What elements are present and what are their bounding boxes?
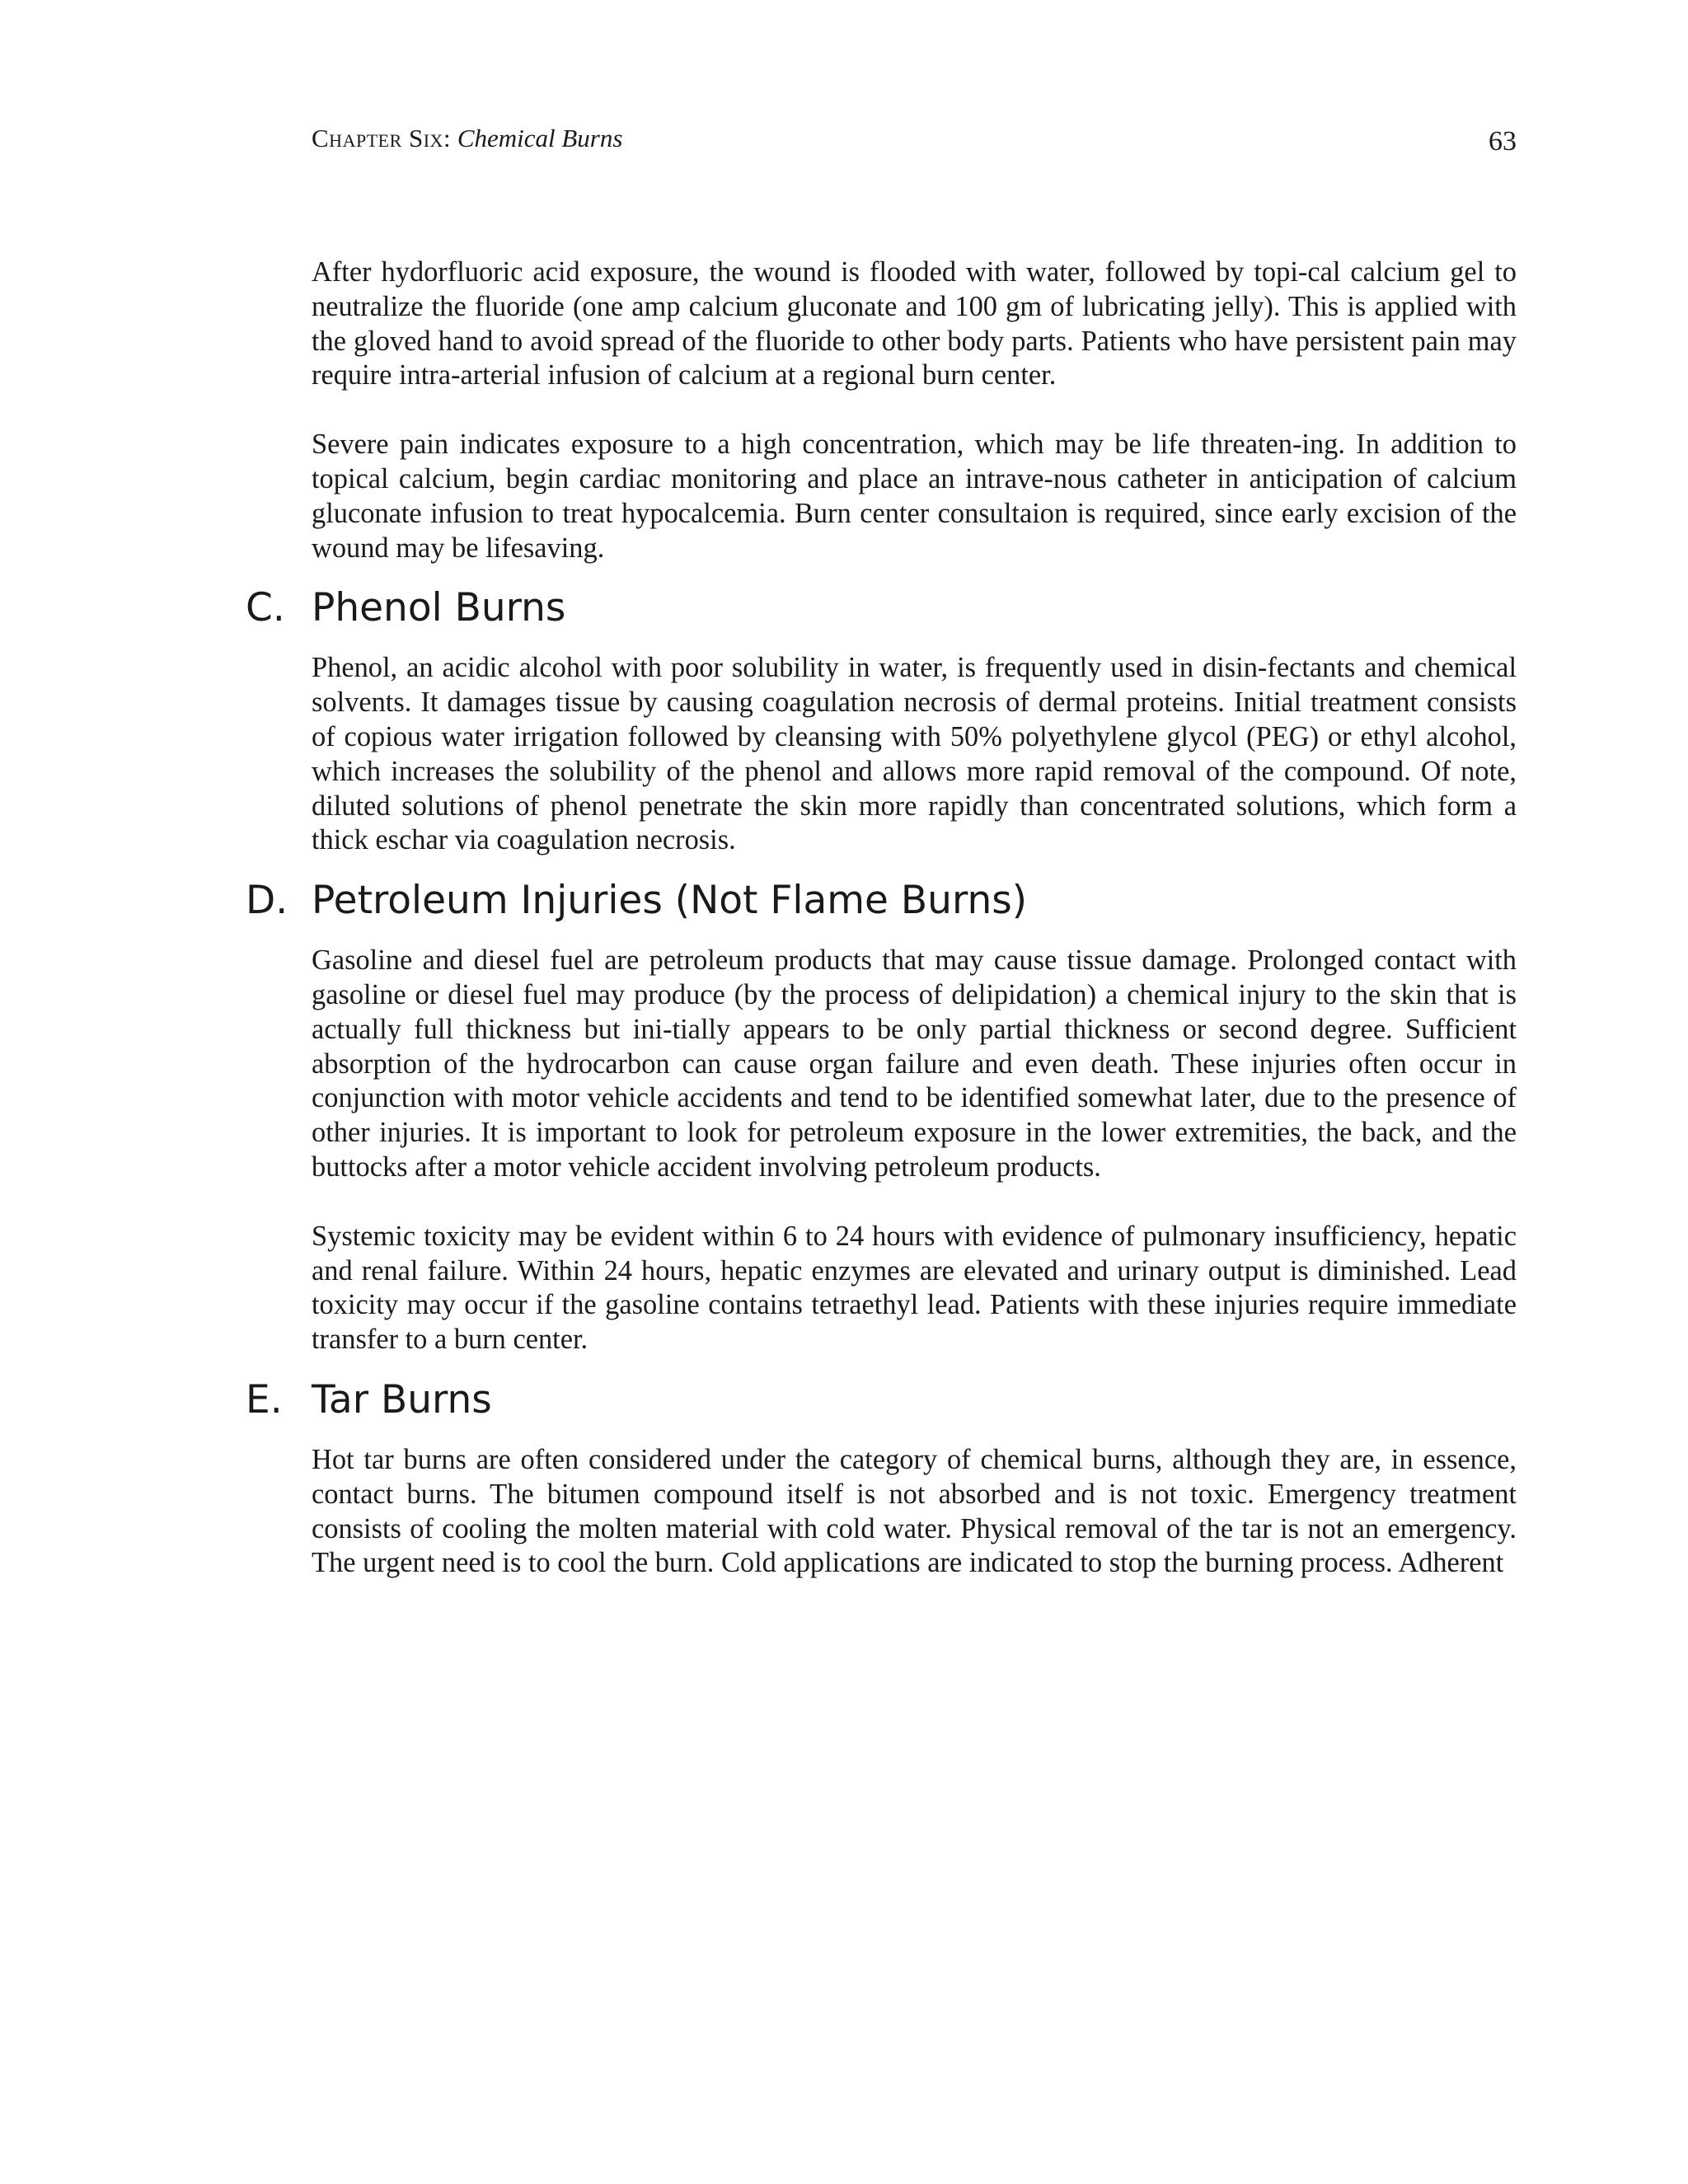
section-heading-phenol-burns: [246, 582, 1517, 635]
chapter-title: Chemical Burns: [457, 124, 623, 152]
page-number: 63: [1489, 126, 1517, 157]
paragraph: Gasoline and diesel fuel are petroleum products that may cause tissue damage. Prolonged contact with gasoline or diesel fuel may produce (by the process of delipidation) a chemical injury to the skin that is actually full thickness but ini-tially appears to be only partial thickness or second degree. Sufficient absorption of the hydrocarbon can cause organ failure and even death. These injuries often occur in conjunction with motor vehicle accidents and tend to be identified somewhat later, due to the presence of other injuries. It is important to look for petroleum exposure in the lower extremities, the back, and the buttocks after a motor vehicle accident involving petroleum products.: [312, 944, 1517, 1183]
section-title: Petroleum Injuries (Not Flame Burns): [312, 878, 1028, 924]
section-heading-tar-burns: [246, 1374, 1517, 1427]
section-letter: E.: [246, 1376, 283, 1422]
section-title: Tar Burns: [312, 1376, 492, 1422]
paragraph: Systemic toxicity may be evident within 6 to 24 hours with evidence of pulmonary insufficiency, hepatic and renal failure. Within 24 hours, hepatic enzymes are elevated and urinary output is diminished. Lead toxicity may occur if the gasoline contains tetraethyl lead. Patients with these injuries require immediate transfer to a burn center.: [312, 1220, 1517, 1356]
paragraph: Severe pain indicates exposure to a high concentration, which may be life threaten-ing. In addition to topical calcium, begin cardiac monitoring and place an intrave-nous catheter in anticipation of calcium gluconate infusion to treat hypocalcemia. Burn center consultaion is required, since early excision of the wound may be lifesaving.: [312, 429, 1517, 564]
section-title: Phenol Burns: [312, 585, 566, 631]
section-letter: C.: [246, 585, 285, 631]
paragraph: Hot tar burns are often considered under the category of chemical burns, although they are, in essence, contact burns. The bitumen compound itself is not absorbed and is not toxic. Emergency treatment consists of cooling the molten material with cold water. Physical removal of the tar is not an emergency. The urgent need is to cool the burn. Cold applications are indicated to stop the burning process. Adherent: [312, 1443, 1517, 1579]
chapter-label: Chapter Six:: [312, 124, 452, 152]
section-heading-petroleum-injuries: [246, 874, 1517, 927]
paragraph: Phenol, an acidic alcohol with poor solubility in water, is frequently used in disin-fectants and chemical solvents. It damages tissue by causing coagulation necrosis of dermal proteins. Initial treatment consists of copious water irrigation followed by cleansing with 50% polyethylene glycol (PEG) or ethyl alcohol, which increases the solubility of the phenol and allows more rapid removal of the compound. Of note, diluted solutions of phenol penetrate the skin more rapidly than concentrated solutions, which form a thick eschar via coagulation necrosis.: [312, 652, 1517, 856]
running-header: [312, 120, 1517, 162]
page-body: [246, 255, 1517, 1615]
paragraph: After hydorfluoric acid exposure, the wound is flooded with water, followed by topi-cal calcium gel to neutralize the fluoride (one amp calcium gluconate and 100 gm of lubricating jelly). This is applied with the gloved hand to avoid spread of the fluoride to other body parts. Patients who have persistent pain may require intra-arterial infusion of calcium at a regional burn center.: [312, 256, 1517, 391]
section-letter: D.: [246, 878, 288, 924]
